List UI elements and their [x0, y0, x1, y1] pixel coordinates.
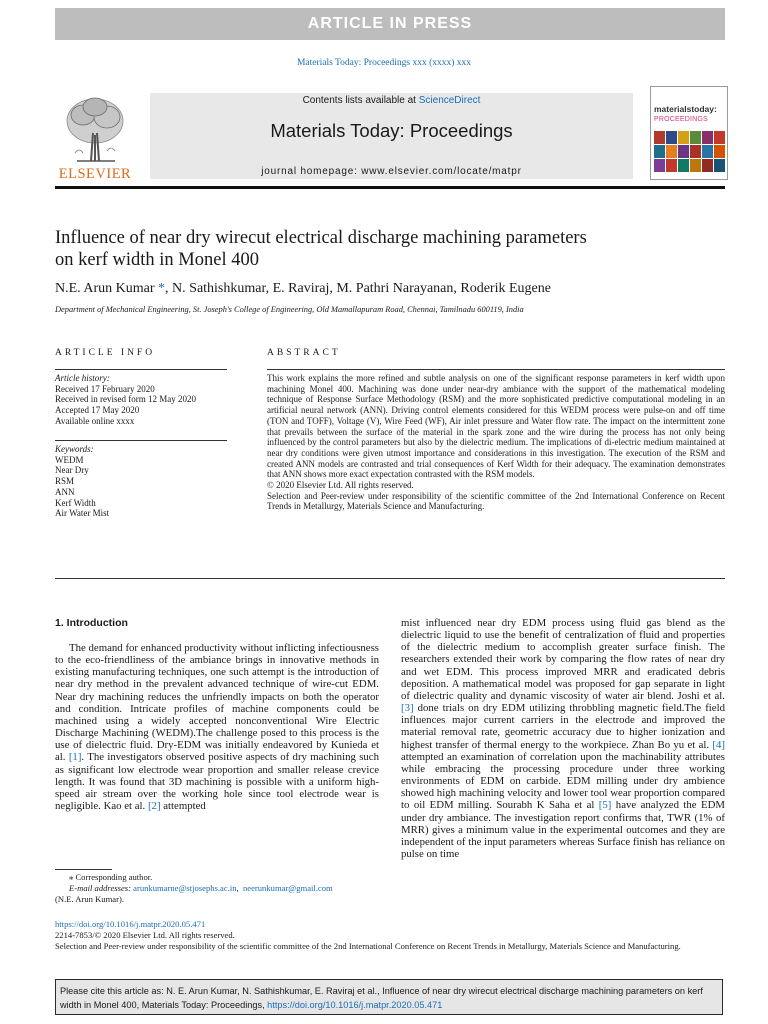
history-item: Received 17 February 2020 — [55, 383, 155, 394]
divider — [55, 440, 227, 441]
header-rule — [55, 186, 725, 189]
keyword: Near Dry — [55, 465, 89, 476]
intro-left-column: The demand for enhanced productivity without inflicting infectiousness to the eco-friendliness of the ambiance brings in innovative methods in existing manufacturing techniques, one such attempt is the introduction of near dry method in the prevalent advanced technique of wire-cut EDM. Near dry machining reduces the unfriendly impacts on both the operator and condition. Intricate profiles of machine components could be machined using a widely accepted nonconventional Wire Electric Discharge Machining (WEDM).The challenge posed to this process is the use of dielectric fluid. Dry-EDM was initially endeavored by Kunieda et al. [1]. The investigators observed positive aspects of dry machining such as significant low electrode wear proportion and smaller release crevice length. It was found that 3D machining is possible with a uniform high-speed air stream over the working hole since tool electrode wear is negligible. Kao et al. [2] attempted — [55, 642, 379, 813]
article-info-label: ARTICLE INFO — [55, 348, 156, 358]
abstract-peer-review: Selection and Peer-review under responsibility of the scientific committee of the 2nd International Conference on Recent Trends in Metallurgy, Materials Science and Manufacturing. — [267, 490, 725, 512]
author-name-note: (N.E. Arun Kumar). — [55, 894, 124, 904]
abstract-label: ABSTRACT — [267, 348, 341, 358]
contents-available-line — [150, 95, 633, 106]
cover-title: materialstoday: PROCEEDINGS — [654, 104, 717, 123]
journal-homepage[interactable]: journal homepage: www.elsevier.com/locate/matpr — [261, 166, 522, 177]
citation-link[interactable]: [2] — [147, 800, 161, 813]
affiliation: Department of Mechanical Engineering, St. Joseph's College of Engineering, Old Mamallapuram Road, Chennai, Tamilnadu 600119, India — [55, 305, 524, 314]
sciencedirect-link[interactable]: ScienceDirect — [418, 95, 481, 106]
keyword: Kerf Width — [55, 497, 96, 508]
contents-prefix: Contents lists available at — [302, 95, 419, 106]
divider — [267, 369, 725, 370]
author-list — [55, 281, 715, 297]
corresponding-author-note: ⁎ Corresponding author. — [69, 872, 153, 882]
keyword: ANN — [55, 486, 75, 497]
history-heading: Article history: — [55, 373, 110, 383]
footnote-rule — [55, 869, 112, 870]
divider — [55, 369, 227, 370]
journal-cover-thumbnail — [650, 86, 728, 180]
article-history — [55, 373, 225, 427]
issn-line: 2214-7853/© 2020 Elsevier Ltd. All rights reserved. — [55, 930, 235, 940]
abstract-body — [267, 373, 725, 512]
history-item: Accepted 17 May 2020 — [55, 405, 140, 416]
email-link[interactable]: neerunkumar@gmail.com — [242, 883, 333, 893]
citation-doi-link[interactable]: https://doi.org/10.1016/j.matpr.2020.05.471 — [267, 1000, 443, 1010]
keyword: Air Water Mist — [55, 508, 110, 519]
keywords-heading: Keywords: — [55, 444, 94, 454]
paper-title: Influence of near dry wirecut electrical discharge machining parameters on kerf width in Monel 400 — [55, 228, 587, 270]
section-heading: 1. Introduction — [55, 617, 128, 629]
keywords — [55, 444, 225, 519]
intro-right-column: mist influenced near dry EDM process using fluid gas blend as the dielectric liquid to use the benefit of centralization of fluid and properties of the dielectric medium to accomplish greater surface finish. The researchers extended their work by comparing the flow rates of near dry and wet EDM. This process improved MRR and eradicated debris deposition. A mathematical model was proposed for gap separate in light of dielectric quality and dynamic viscosity of water air blend. Joshi et al. [3] done trials on dry EDM utilizing throbbling magnetic field.The field influences major current carriers in the electrode and improved the material removal rate, geometric accuracy due to higher ionization and highest transfer of thermal energy to the workpiece. Zhan Bo yu et al. [4] attempted an examination of correlation upon the machinability attributes while embracing the processing procedure under three working environments of EDM on carbide. EDM milling under dry ambience showed high machining velocity and lower tool wear proportion compared to oil EDM milling. Sourabh K Saha et al [5] have analyzed the EDM under dry ambiance. The investigation report confirms that, TWR (1% of MRR) gives a minimum value in the experimental outcomes and they are independent of the input parameters whereas Surface finish has reliance on pulse on time — [401, 617, 725, 860]
keyword: RSM — [55, 476, 75, 487]
citation-link[interactable]: [5] — [598, 799, 612, 812]
publisher-name: ELSEVIER — [58, 166, 132, 182]
citation-link[interactable]: [4] — [712, 738, 725, 751]
citation-link[interactable]: [3] — [401, 702, 414, 715]
history-item: Available online xxxx — [55, 415, 135, 426]
first-author: N.E. Arun Kumar — [55, 281, 155, 296]
other-authors: , N. Sathishkumar, E. Raviraj, M. Pathri Narayanan, Roderik Eugene — [165, 281, 551, 296]
abstract-text: This work explains the more refined and subtle analysis on one of the significant response parameters in kerf width upon machining Monel 400. Machining was done under near-dry ambiance with the support of the mathematical modeling technique of Response Surface Methodology (RSM) and the more sophisticated predictive computational modeling in an artificial neural network (ANN). Driving control elements considered for this WEDM process were pulse-on and off time (TON and TOFF), Voltage (V), Wire Feed (WF), Air inlet pressure and Water flow rate. The impact on the intermittent zone that prevails between the surface of the material in the spark zone and the wire during the process has not only being influenced by the control parameters but also by the dielectric medium. The implications of di-electric medium maintained at near dry conditions were given utmost importance and considerations in this investigation. The execution of the RSM and created ANN models are contrasted and trial consequences of Kerf Width for their adequacy. The examination demonstrates that ANN shows more exact expectation contrasted with the RSM models. — [267, 373, 725, 480]
keyword: WEDM — [55, 454, 84, 465]
journal-reference-link[interactable]: Materials Today: Proceedings xxx (xxxx) xxx — [296, 58, 472, 68]
history-item: Received in revised form 12 May 2020 — [55, 394, 196, 405]
email-link[interactable]: arunkumarne@stjosephs.ac.in — [133, 883, 237, 893]
footnote — [55, 872, 385, 905]
abstract-copyright: © 2020 Elsevier Ltd. All rights reserved. — [267, 480, 414, 491]
corresponding-author-mark[interactable]: * — [154, 281, 166, 296]
divider — [55, 578, 725, 579]
article-in-press-banner: ARTICLE IN PRESS — [55, 8, 725, 40]
citation-text: Please cite this article as: N. E. Arun Kumar, N. Sathishkumar, E. Raviraj et al., Influence of near dry wirecut electrical discharge machining parameters on kerf width in Monel 400, Materials Today: Proceedings, — [60, 986, 703, 1010]
citation-link[interactable]: [1] — [68, 751, 82, 764]
journal-title: Materials Today: Proceedings — [270, 120, 513, 141]
doi-link[interactable]: https://doi.org/10.1016/j.matpr.2020.05.471 — [55, 919, 206, 929]
citation-box — [55, 979, 723, 1015]
email-line: E-mail addresses: arunkumarne@stjosephs.ac.in, neerunkumar@gmail.com — [69, 883, 333, 893]
peer-review-note: Selection and Peer-review under responsibility of the scientific committee of the 2nd International Conference on Recent Trends in Metallurgy, Materials Science and Manufacturing. — [55, 941, 681, 951]
